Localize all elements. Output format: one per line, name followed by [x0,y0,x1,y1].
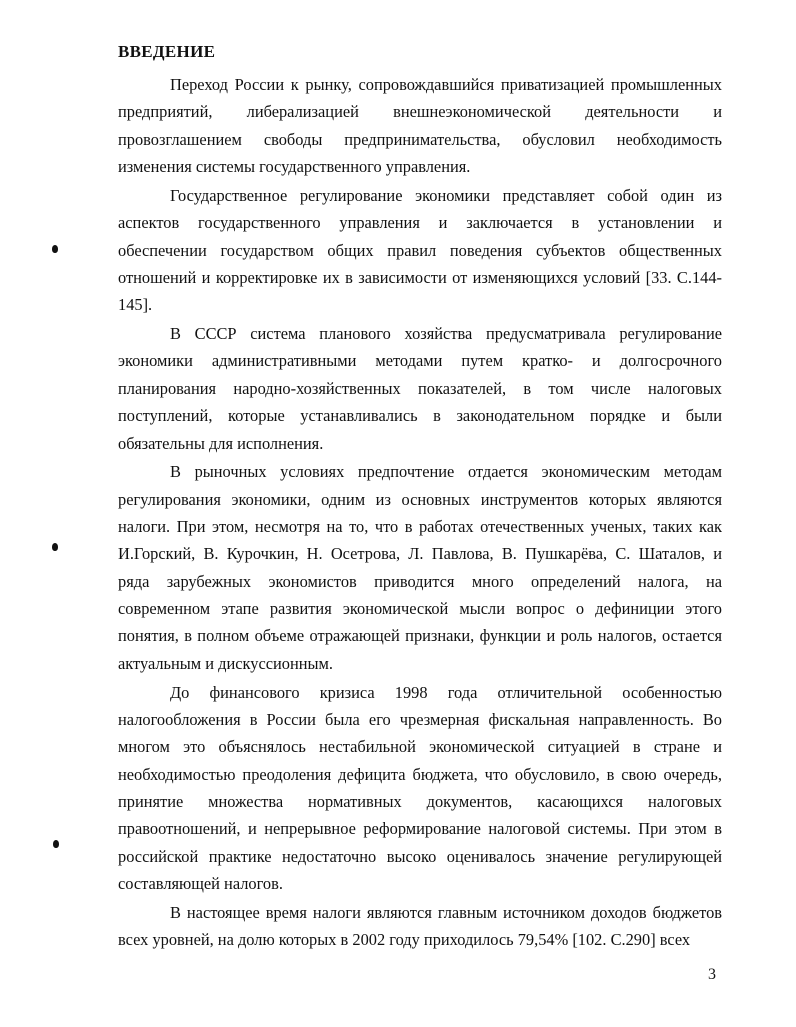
document-heading: ВВЕДЕНИЕ [118,42,216,61]
paragraph [118,182,722,319]
paragraph [118,320,722,457]
text-line: налоги. При этом, несмотря на то, что в работах отечественных ученых, таких как [118,517,722,537]
text-line: провозглашением свободы предпринимательства, обусловил необходимость [118,129,722,149]
text-line: всех уровней, на долю которых в 2002 году приходилось 79,54% [102. С.290] всех [118,930,691,950]
paragraph [118,679,722,898]
text-line: Государственное регулирование экономики представляет собой один из [170,185,722,205]
text-line: понятия, в полном объеме отражающей признаки, функции и роль налогов, остается [118,626,722,646]
text-line: предприятий, либерализацией внешнеэкономической деятельности и [118,102,722,122]
text-line: налогообложения в России была его чрезмерная фискальная направленность. Во [118,710,722,730]
text-line: планирования народно-хозяйственных показателей, в том числе налоговых [118,378,722,398]
text-line: экономики административными методами путем кратко- и долгосрочного [118,351,722,371]
margin-bullet-mark [52,543,58,551]
margin-bullet-mark [53,840,59,848]
text-line: регулирования экономики, одним из основных инструментов которых являются [118,489,722,509]
text-line: современном этапе развития экономической мысли вопрос о дефиниции этого [118,599,722,619]
text-line: необходимостью преодоления дефицита бюджета, что обусловило, в свою очередь, [118,764,722,784]
text-line: ряда зарубежных экономистов приводится много определений налога, на [118,571,722,591]
text-line: отношений и корректировке их в зависимости от изменяющихся условий [33. С.144- [118,267,722,287]
text-line: 145]. [118,295,153,315]
text-line: составляющей налогов. [118,874,283,894]
text-line: российской практике недостаточно высоко оценивалось значение регулирующей [118,846,722,866]
paragraph [118,71,722,180]
text-line: До финансового кризиса 1998 года отличительной особенностью [170,682,722,702]
paragraph [118,458,722,677]
page-number: 3 [708,966,716,983]
margin-bullet-mark [52,245,58,253]
text-line: актуальным и дискуссионным. [118,653,333,673]
paragraph [118,899,722,954]
text-line: В СССР система планового хозяйства предусматривала регулирование [170,324,722,344]
text-line: правоотношений, и непрерывное реформирование налоговой системы. При этом в [118,819,722,839]
text-line: принятие множества нормативных документов, касающихся налоговых [118,792,722,812]
text-line: И.Горский, В. Курочкин, Н. Осетрова, Л. Павлова, В. Пушкарёва, С. Шаталов, и [118,544,722,564]
text-line: поступлений, которые устанавливались в законодательном порядке и были [118,406,722,426]
text-line: В настоящее время налоги являются главным источником доходов бюджетов [170,903,722,922]
text-line: обеспечении государством общих правил поведения субъектов общественных [118,240,722,260]
text-line: аспектов государственного управления и заключается в установлении и [118,213,722,233]
text-line: В рыночных условиях предпочтение отдается экономическим методам [170,462,722,482]
text-line: обязательны для исполнения. [118,433,324,453]
text-line: многом это объяснялось нестабильной экономической ситуацией в стране и [118,737,722,757]
text-line: изменения системы государственного управления. [118,157,471,177]
text-line: Переход России к рынку, сопровождавшийся приватизацией промышленных [170,75,722,94]
